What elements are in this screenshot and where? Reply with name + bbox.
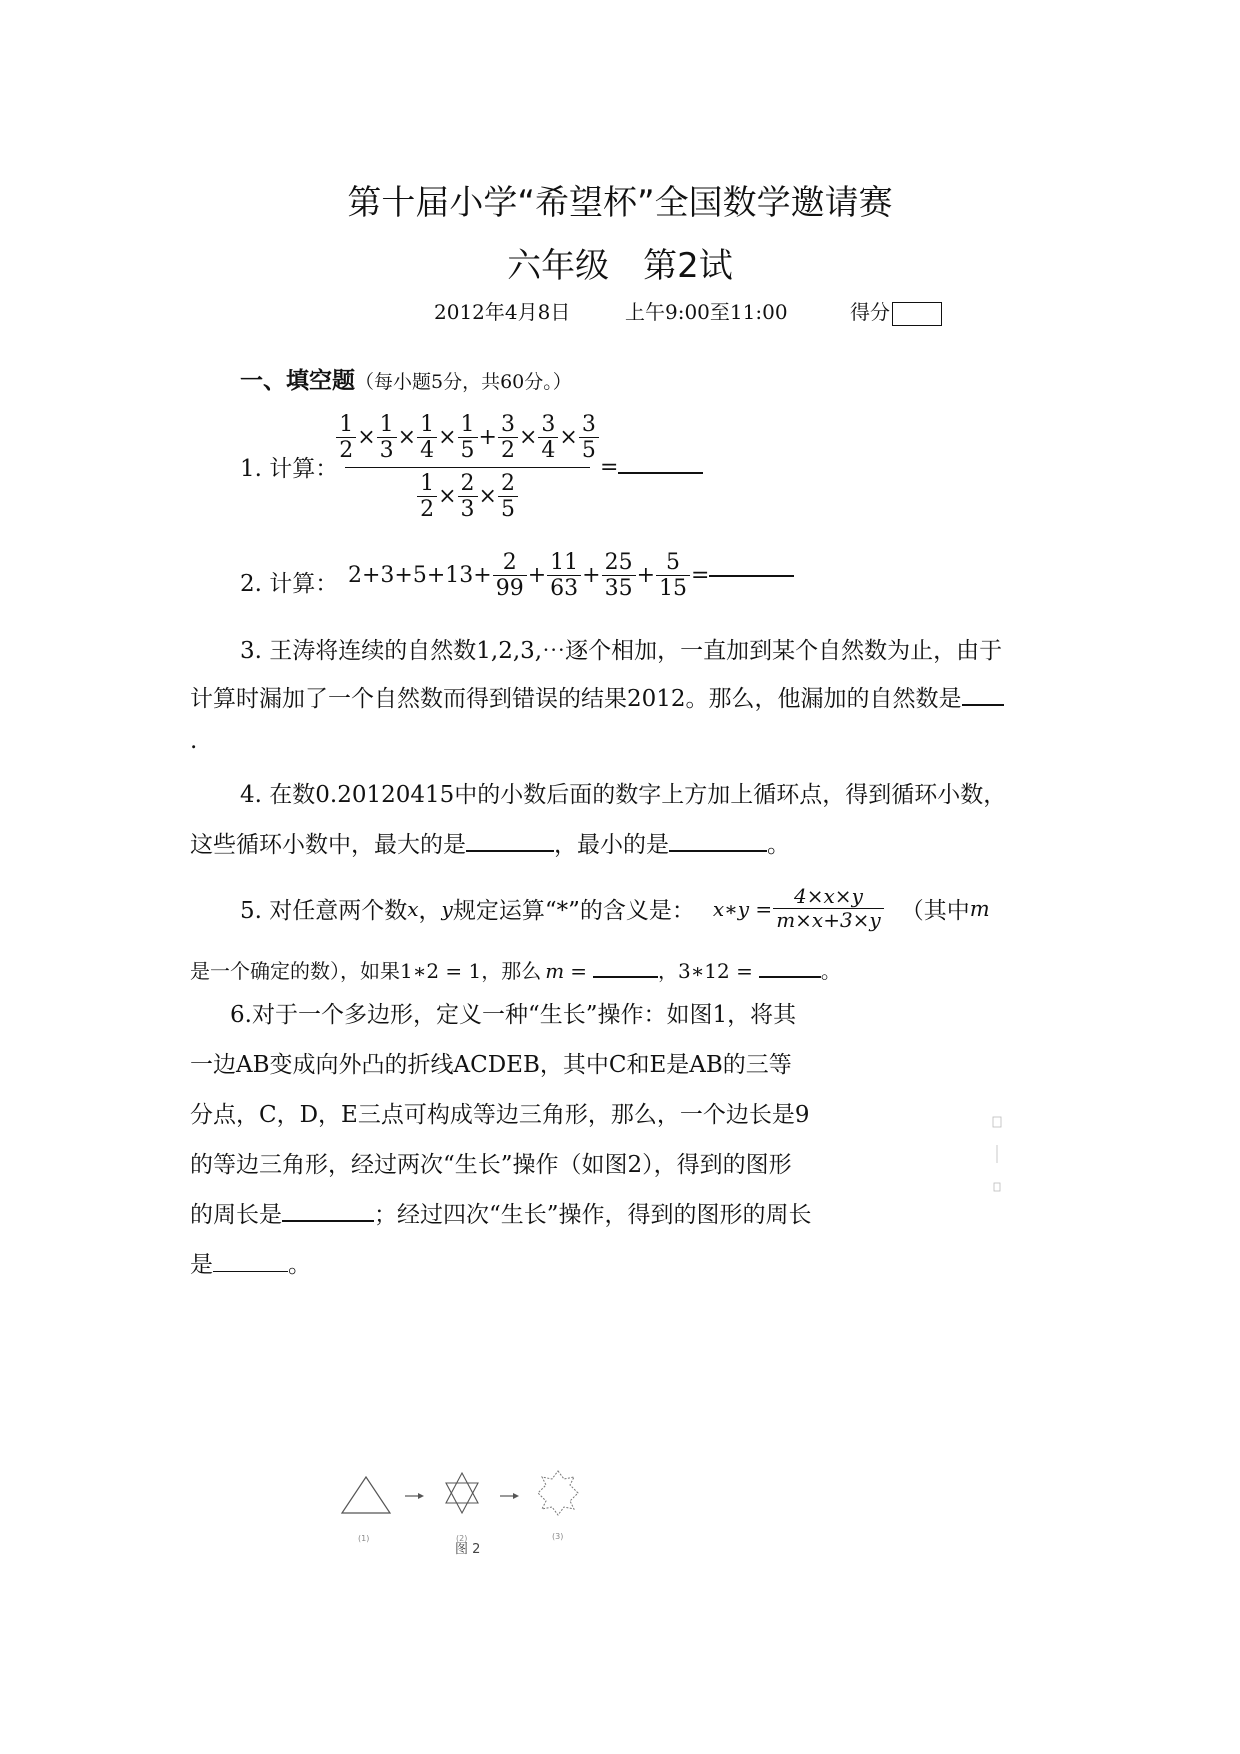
q4-line2: 这些循环小数中，最大的是 ，最小的是 。: [190, 832, 790, 858]
figure2-star: [446, 1473, 478, 1513]
q4-blank-min[interactable]: [669, 850, 767, 852]
q2-label: 2. 计算：: [240, 571, 339, 597]
q5-formula-fraction: $\frac{4\times x\times y}{m\times x+3\times y}$: [773, 885, 884, 932]
q1-answer: =: [600, 455, 703, 480]
q3-line3: .: [190, 728, 198, 754]
arrow-icon: [500, 1493, 519, 1499]
q5-line2: 是一个确定的数），如果1∗2 = 1，那么 m = ，3∗12 = 。: [190, 959, 841, 983]
figure2-triangle: [342, 1477, 390, 1513]
figure2-title: 图 2: [455, 1542, 481, 1557]
score-box[interactable]: [892, 302, 942, 326]
q6-line4: 的等边三角形，经过两次“生长”操作（如图2），得到的图形: [190, 1152, 792, 1178]
q5-formula-lhs: x∗y =: [712, 896, 773, 921]
q5-blank-value[interactable]: [759, 976, 821, 978]
q2-expression: 2+3+5+13+ $\frac{2}{99}$ + $\frac{11}{63}$ + $\frac{25}{35}$ + $\frac{5}{15}$ =: [348, 550, 794, 602]
arrow-icon: [405, 1493, 424, 1499]
figure2-caption-2: (2): [456, 1534, 468, 1543]
section-note: （每小题5分，共60分。）: [355, 371, 572, 393]
q4-blank-max[interactable]: [466, 850, 554, 852]
score-field: [850, 296, 942, 326]
figure2-snowflake: [538, 1471, 578, 1515]
exam-subtitle: 六年级 第2试: [507, 246, 733, 286]
q5-blank-m[interactable]: [593, 976, 658, 978]
q6-line3: 分点，C，D，E三点可构成等边三角形，那么，一个边长是9: [190, 1102, 810, 1128]
q1-numerator: $\frac{1}{2}$ × $\frac{1}{3}$ × $\frac{1}{4}$ × $\frac{1}{5}$ + $\frac{3}{2}$ × $\frac{3}{4}$ × $\frac{3}{5}$: [345, 412, 590, 468]
q5-line1: 5. 对任意两个数 x ， y 规定运算“*”的含义是： x∗y = $\frac{4\times x\times y}{m\times x+3\times y}$ （其中 m: [240, 884, 990, 932]
q3-blank[interactable]: [962, 704, 1004, 706]
q1-expression: [339, 412, 596, 522]
q6-line6: 是 。: [190, 1252, 311, 1278]
section-heading: [240, 362, 572, 395]
q6-blank-four[interactable]: [213, 1271, 288, 1272]
q6-line5: 的周长是 ；经过四次“生长”操作，得到的图形的周长: [190, 1202, 812, 1228]
exam-title: 第十届小学“希望杯”全国数学邀请赛: [347, 183, 893, 223]
section-title: 一、填空题: [240, 368, 355, 394]
q2-blank[interactable]: [709, 575, 794, 577]
q6-line1: 6.对于一个多边形，定义一种“生长”操作：如图1，将其: [230, 1002, 797, 1028]
q4-line1: 4. 在数0.20120415中的小数后面的数字上方加上循环点，得到循环小数，: [240, 782, 1007, 808]
score-label: 得分: [850, 300, 890, 324]
figure1-faint: [990, 1115, 1006, 1195]
figure2-caption-3: (3): [552, 1532, 564, 1541]
exam-time: 上午9:00至11:00: [625, 300, 788, 324]
q3-line2: 计算时漏加了一个自然数而得到错误的结果2012。那么，他漏加的自然数是: [190, 680, 1004, 713]
exam-date: 2012年4月8日: [434, 300, 571, 324]
q3-line1: 3. 王涛将连续的自然数1,2,3,⋯逐个相加，一直加到某个自然数为止，由于: [240, 638, 1003, 664]
q6-line2: 一边AB变成向外凸的折线ACDEB，其中C和E是AB的三等: [190, 1052, 792, 1078]
q1-label: 1. 计算：: [240, 456, 339, 482]
q6-blank-two[interactable]: [282, 1220, 374, 1222]
figure2-caption-1: (1): [358, 1534, 370, 1543]
q1-blank[interactable]: [618, 472, 703, 474]
q1-denominator: $\frac{1}{2}$ × $\frac{2}{3}$ × $\frac{2}{5}$: [345, 468, 590, 523]
